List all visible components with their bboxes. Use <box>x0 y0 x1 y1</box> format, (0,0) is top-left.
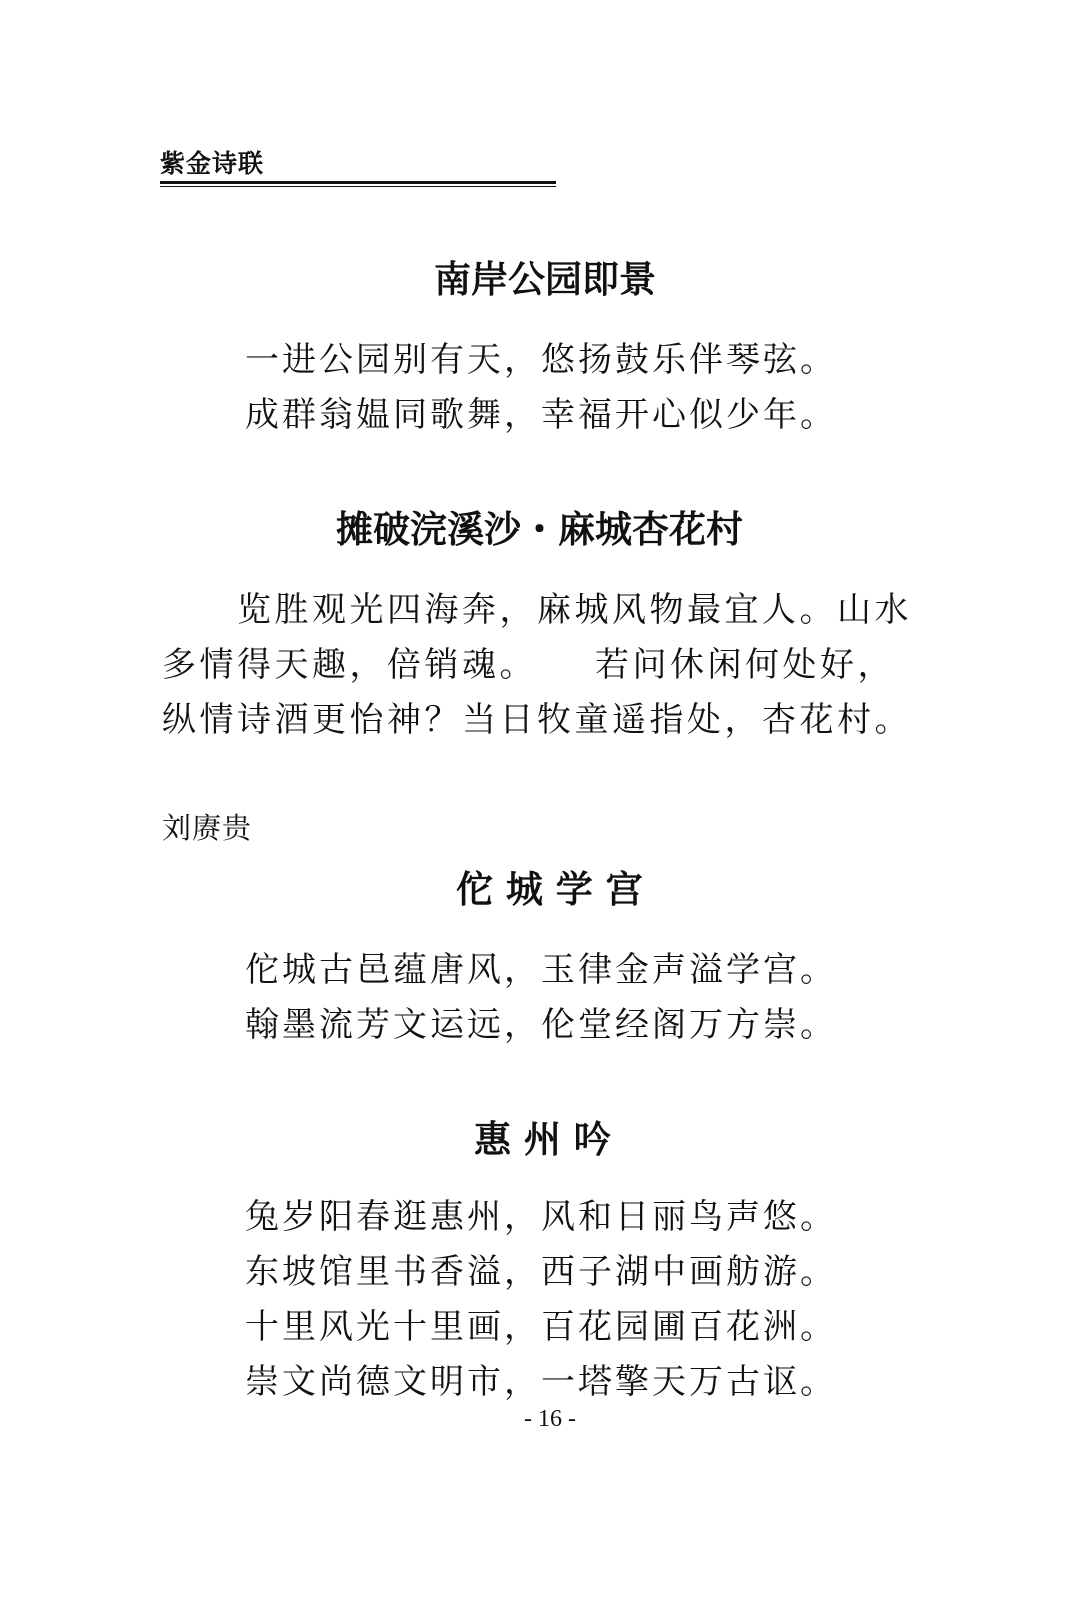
poem-4-line-4: 崇文尚德文明市，一塔擎天万古讴。 <box>245 1362 837 1402</box>
poem-4-line-3: 十里风光十里画，百花园圃百花洲。 <box>245 1307 837 1347</box>
poem-title-2: 摊破浣溪沙・麻城杏花村 <box>336 508 743 551</box>
header-rule-thick <box>160 181 556 184</box>
running-header <box>160 148 556 187</box>
poem-title-3: 佗 城 学 宫 <box>456 868 643 911</box>
poem-1-line-1: 一进公园别有天，悠扬鼓乐伴琴弦。 <box>245 340 837 380</box>
poem-2-line-2: 多情得天趣，倍销魂。 若问休闲何处好， <box>162 645 895 685</box>
poem-4-line-1: 兔岁阳春逛惠州，风和日丽鸟声悠。 <box>245 1197 837 1237</box>
poem-title-1: 南岸公园即景 <box>434 258 656 301</box>
header-rule-thin <box>160 186 556 187</box>
running-header-title: 紫金诗联 <box>160 149 265 178</box>
poem-2-line-1: 览胜观光四海奔，麻城风物最宜人。山水 <box>162 590 912 630</box>
poem-3-line-2: 翰墨流芳文运远，伦堂经阁万方崇。 <box>245 1005 837 1045</box>
poem-3-line-1: 佗城古邑蕴唐风，玉律金声溢学宫。 <box>245 950 837 990</box>
poem-title-4: 惠 州 吟 <box>474 1118 611 1161</box>
page-number: - 16 - <box>524 1406 576 1432</box>
poem-2-line-3: 纵情诗酒更怡神？当日牧童遥指处，杏花村。 <box>162 700 912 740</box>
author-name: 刘赓贵 <box>162 811 253 845</box>
poem-1-line-2: 成群翁媪同歌舞，幸福开心似少年。 <box>245 395 837 435</box>
poem-4-line-2: 东坡馆里书香溢，西子湖中画舫游。 <box>245 1252 837 1292</box>
